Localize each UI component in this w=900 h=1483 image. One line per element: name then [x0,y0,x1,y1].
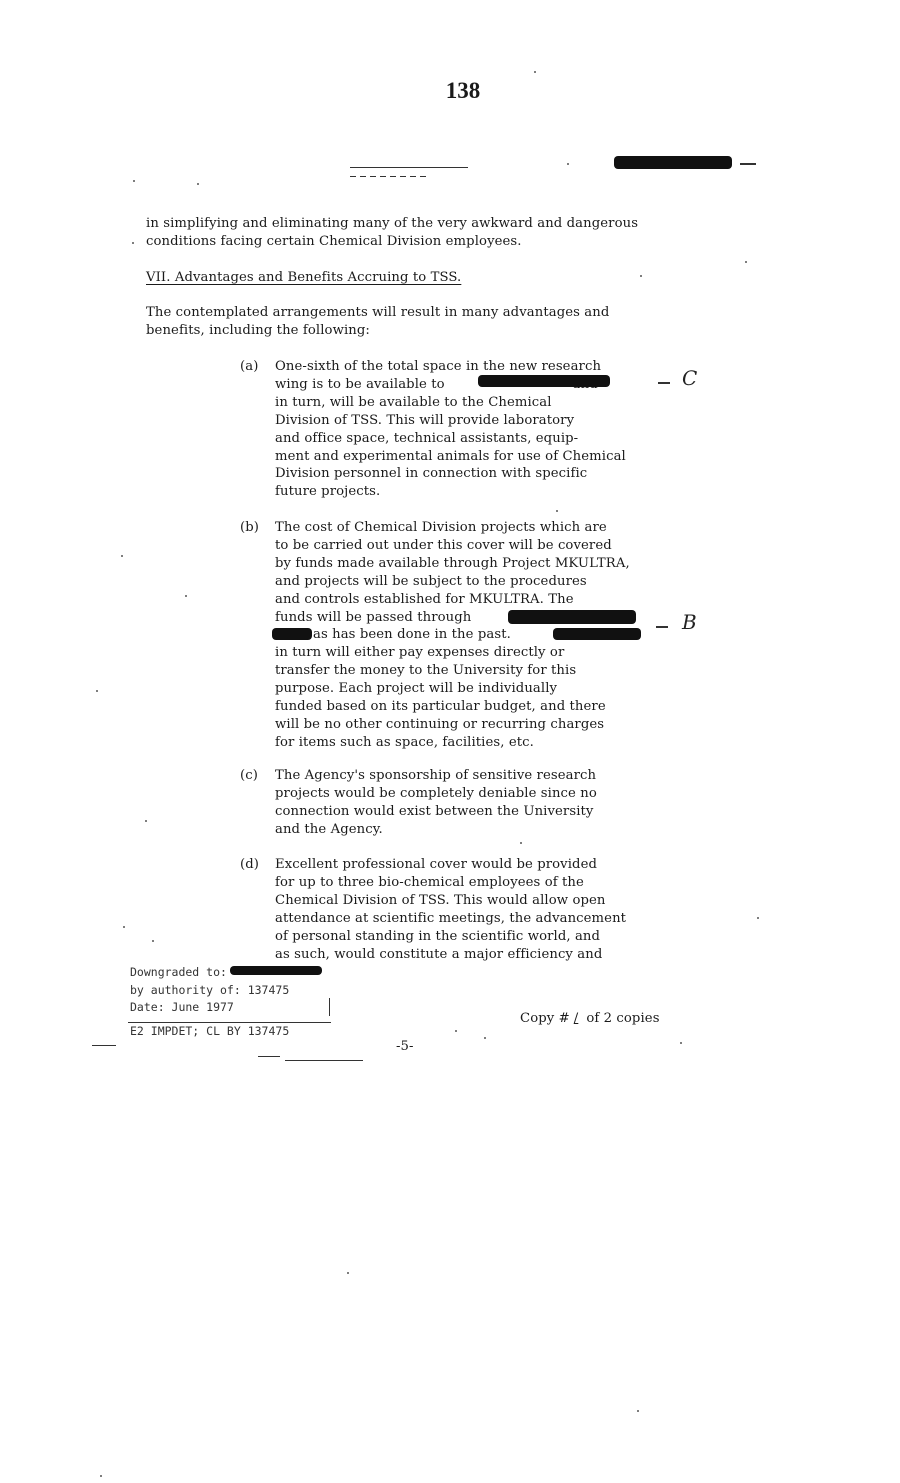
item-c-line: connection would exist between the University [275,803,594,819]
item-b-line: The cost of Chemical Division projects which are [275,520,607,535]
header-redaction [614,156,732,169]
scan-speck [745,261,747,263]
item-b-line: by funds made available through Project MKULTRA, [275,555,630,571]
item-b-redaction-2 [272,628,312,640]
header-rule-left-dash [350,176,430,177]
page-marker: -5- [396,1039,414,1054]
item-d-label: (d) [240,857,260,872]
item-b-line: and controls established for MKULTRA. The [275,591,574,607]
item-b-line: will be no other continuing or recurring charges [275,716,605,732]
section-heading: VII. Advantages and Benefits Accruing to TSS. [146,270,462,285]
item-b-line: to be carried out under this cover will be covered [275,537,612,553]
scan-speck [197,183,199,185]
item-a-line: ment and experimental animals for use of Chemical [275,448,626,464]
copy-suffix: of 2 copies [586,1011,660,1026]
downgrade-line: Date: June 1977 [130,1000,234,1014]
item-b-line-7-text: as has been done in the past. [313,627,511,643]
intro-paragraph [146,215,638,251]
item-c-line: The Agency's sponsorship of sensitive research [275,768,597,783]
scan-speck [123,926,125,928]
scan-speck [145,820,147,822]
item-b-line: for items such as space, facilities, etc. [275,734,534,750]
item-b-line: funded based on its particular budget, and there [275,699,606,715]
downgrade-line: by authority of: 137475 [130,982,290,997]
scan-speck [534,71,536,73]
item-b-redaction-3 [553,628,641,640]
item-d-line: for up to three bio-chemical employees of the [275,874,584,890]
copy-prefix: Copy # [520,1011,570,1026]
page-number: 138 [445,78,481,103]
margin-dash-c [658,382,670,384]
scan-speck [96,690,98,692]
scan-speck [133,180,135,182]
item-d-text [275,856,626,963]
item-a-label: (a) [240,359,259,374]
scan-speck [455,1030,457,1032]
scan-speck [152,940,154,942]
intro-line-2: conditions facing certain Chemical Division employees. [146,233,522,249]
scan-speck [520,842,522,844]
header-rule-left [350,167,468,168]
lead-line-1: The contemplated arrangements will result in many advantages and [146,305,610,320]
item-b-line: and projects will be subject to the procedures [275,573,587,589]
scan-speck [567,163,569,165]
lead-paragraph [146,304,609,340]
intro-line-1: in simplifying and eliminating many of the very awkward and dangerous [146,216,639,231]
item-a-line: in turn, will be available to the Chemical [275,394,552,410]
item-d-line: as such, would constitute a major efficiency and [275,946,603,962]
item-a-line: and office space, technical assistants, equip- [275,430,579,446]
item-a-line: Division of TSS. This will provide laboratory [275,412,575,428]
scan-speck [484,1037,486,1039]
scan-speck [680,1042,682,1044]
footer-vertical-tick [329,998,330,1016]
item-a-line: future projects. [275,484,381,500]
copy-number: / [573,1011,579,1026]
item-d-line: Chemical Division of TSS. This would allow open [275,892,606,908]
margin-mark-c: C [682,366,698,390]
item-c-label: (c) [240,768,258,783]
item-b-label: (b) [240,520,260,535]
item-a-line: One-sixth of the total space in the new research [275,359,602,374]
copy-count [520,1010,660,1028]
lead-line-2: benefits, including the following: [146,322,370,338]
item-a-redaction [478,375,610,387]
scan-speck [637,1410,639,1412]
margin-mark-b: B [682,610,697,634]
item-c-text [275,767,597,839]
scan-speck [100,1475,102,1477]
scan-speck [185,595,187,597]
footer-rule [128,1022,331,1023]
scan-speck [757,917,759,919]
item-a-line: Division personnel in connection with specific [275,466,588,482]
item-b-line: purpose. Each project will be individually [275,681,558,697]
item-b-line: funds will be passed through [275,609,472,625]
downgrade-block [130,964,289,1040]
item-c-line: and the Agency. [275,821,383,837]
scan-speck [640,275,642,277]
item-c-line: projects would be completely deniable since no [275,785,597,801]
scan-speck [121,555,123,557]
item-d-line: of personal standing in the scientific world, and [275,928,601,944]
scan-speck [556,510,558,512]
scan-speck [347,1272,349,1274]
header-rule-right [740,163,756,165]
downgrade-redaction [230,966,322,975]
margin-dash-b [656,626,668,628]
item-b-line: transfer the money to the University for this [275,663,577,679]
footer-rule-bottom-long [285,1060,363,1061]
item-b-line: in turn will either pay expenses directly or [275,645,565,661]
scan-speck [132,242,134,244]
item-d-line: Excellent professional cover would be provided [275,857,598,872]
footer-rule-left [92,1045,116,1046]
downgrade-line: Downgraded to: [130,965,227,979]
downgrade-line: E2 IMPDET; CL BY 137475 [130,1023,290,1038]
item-b-redaction-1 [508,610,636,624]
item-d-line: attendance at scientific meetings, the advancement [275,910,627,926]
footer-rule-bottom [258,1056,280,1057]
item-a-line-2-text: wing is to be available to [275,376,445,392]
